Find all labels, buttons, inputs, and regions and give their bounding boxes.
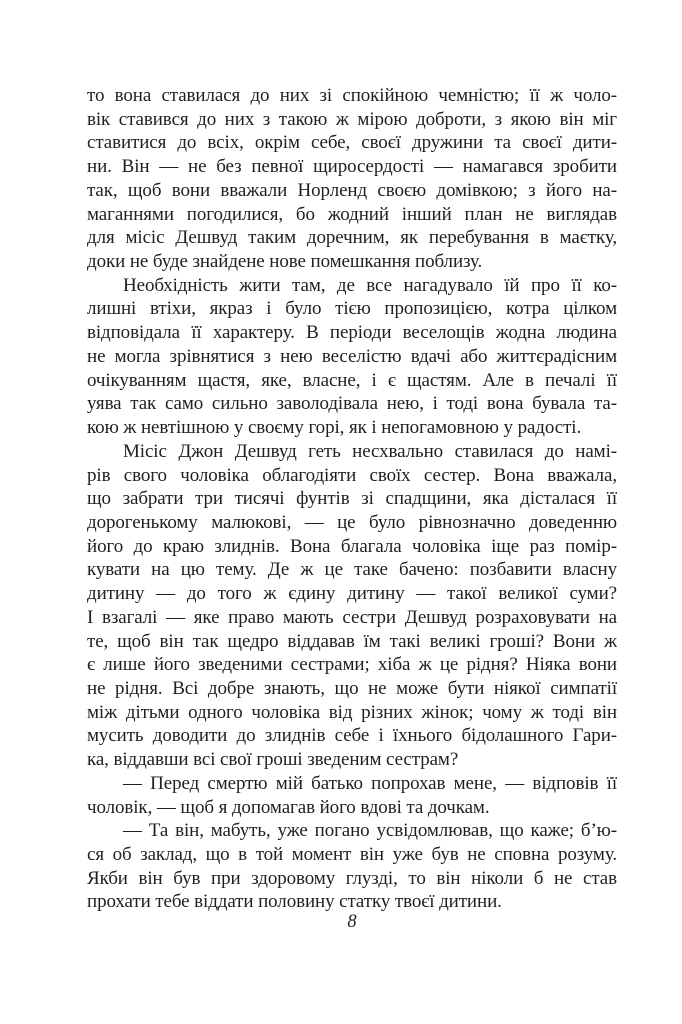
text-line: дорогенькому малюкові, — це було рівнозначно доведенню <box>87 511 617 533</box>
text-line: ся об заклад, що в той момент він уже був не сповна розуму. <box>87 844 617 865</box>
text-line: — Та він, мабуть, уже погано усвідомлював, що каже; б’ю- <box>123 820 617 842</box>
text-block <box>87 84 617 914</box>
text-line: рів свого чоловіка облагодіяти своїх сестер. Вона вважала, <box>87 464 617 486</box>
text-line: Необхідність жити там, де все нагадувало їй про її ко- <box>123 274 617 296</box>
text-line: його до краю злиднів. Вона благала чоловіка іще раз помір- <box>87 535 617 557</box>
paragraph <box>87 274 617 440</box>
text-line: відповідала її характеру. В періоди веселощів жодна людина <box>87 322 617 344</box>
text-line: Місіс Джон Дешвуд геть несхвально ставилася до намі- <box>123 440 617 462</box>
text-line: не рідня. Всі добре знають, що не може бути ніякої симпатії <box>87 677 617 699</box>
paragraph <box>87 440 617 772</box>
text-line: очікуванням щастя, яке, власне, і є щастям. Але в печалі її <box>87 369 617 391</box>
paragraph <box>87 819 617 914</box>
page-number: 8 <box>347 912 357 932</box>
text-line: ка, віддавши всі свої гроші зведеним сестрам? <box>87 749 459 771</box>
paragraph <box>87 84 617 274</box>
text-line: є лише його зведеними сестрами; хіба ж це рідня? Ніяка вони <box>87 654 617 676</box>
text-line: те, щоб він так щедро віддавав їм такі великі гроші? Вони ж <box>87 630 617 652</box>
text-line: — Перед смертю мій батько попрохав мене, — відповів її <box>123 772 617 794</box>
text-line: Якби він був при здоровому глузді, то він ніколи б не став <box>87 867 617 889</box>
text-line: маганнями погодилися, бо жодний інший план не виглядав <box>87 203 617 225</box>
text-line: кою ж невтішною у своєму горі, як і непогамовною у радості. <box>87 417 582 439</box>
text-line: І взагалі — яке право мають сестри Дешвуд розраховувати на <box>87 606 617 628</box>
text-line: прохати тебе віддати половину статку твоєї дитини. <box>87 891 502 913</box>
text-line: уява так само сильно заволодівала нею, і тоді вона бувала та- <box>87 393 617 415</box>
text-line: вік ставився до них з такою ж мірою доброти, з якою він міг <box>87 108 617 130</box>
text-line: так, щоб вони вважали Норленд своєю домівкою; з його на- <box>87 179 617 201</box>
text-line: лишні втіхи, якраз і було тією пропозицією, котра цілком <box>87 298 617 320</box>
text-line: ни. Він — не без певної щиросердості — намагався зробити <box>87 156 617 178</box>
text-line: дитину — до того ж єдину дитину — такої великої суми? <box>87 583 617 605</box>
text-line: мусить доводити до злиднів себе і їхнього бідолашного Гари- <box>87 725 617 747</box>
text-line: для місіс Дешвуд таким доречним, як перебування в маєтку, <box>87 227 617 249</box>
text-line: ставитися до всіх, окрім себе, своєї дружини та своєї дити- <box>87 132 617 154</box>
paragraph <box>87 772 617 819</box>
text-line: не могла зрівнятися з нею веселістю вдачі або життєрадісним <box>87 345 617 367</box>
text-line: доки не буде знайдене нове помешкання поблизу. <box>87 251 483 273</box>
text-line: між дітьми одного чоловіка від різних жінок; чому ж тоді він <box>87 701 617 723</box>
text-line: що забрати три тисячі фунтів зі спадщини, яка дісталася її <box>87 488 617 510</box>
text-line: чоловік, — щоб я допомагав його вдові та дочкам. <box>87 796 490 818</box>
text-line: то вона ставилася до них зі спокійною чемністю; її ж чоло- <box>87 85 617 106</box>
text-line: кувати на цю тему. Де ж це таке бачено: позбавити власну <box>87 559 617 581</box>
